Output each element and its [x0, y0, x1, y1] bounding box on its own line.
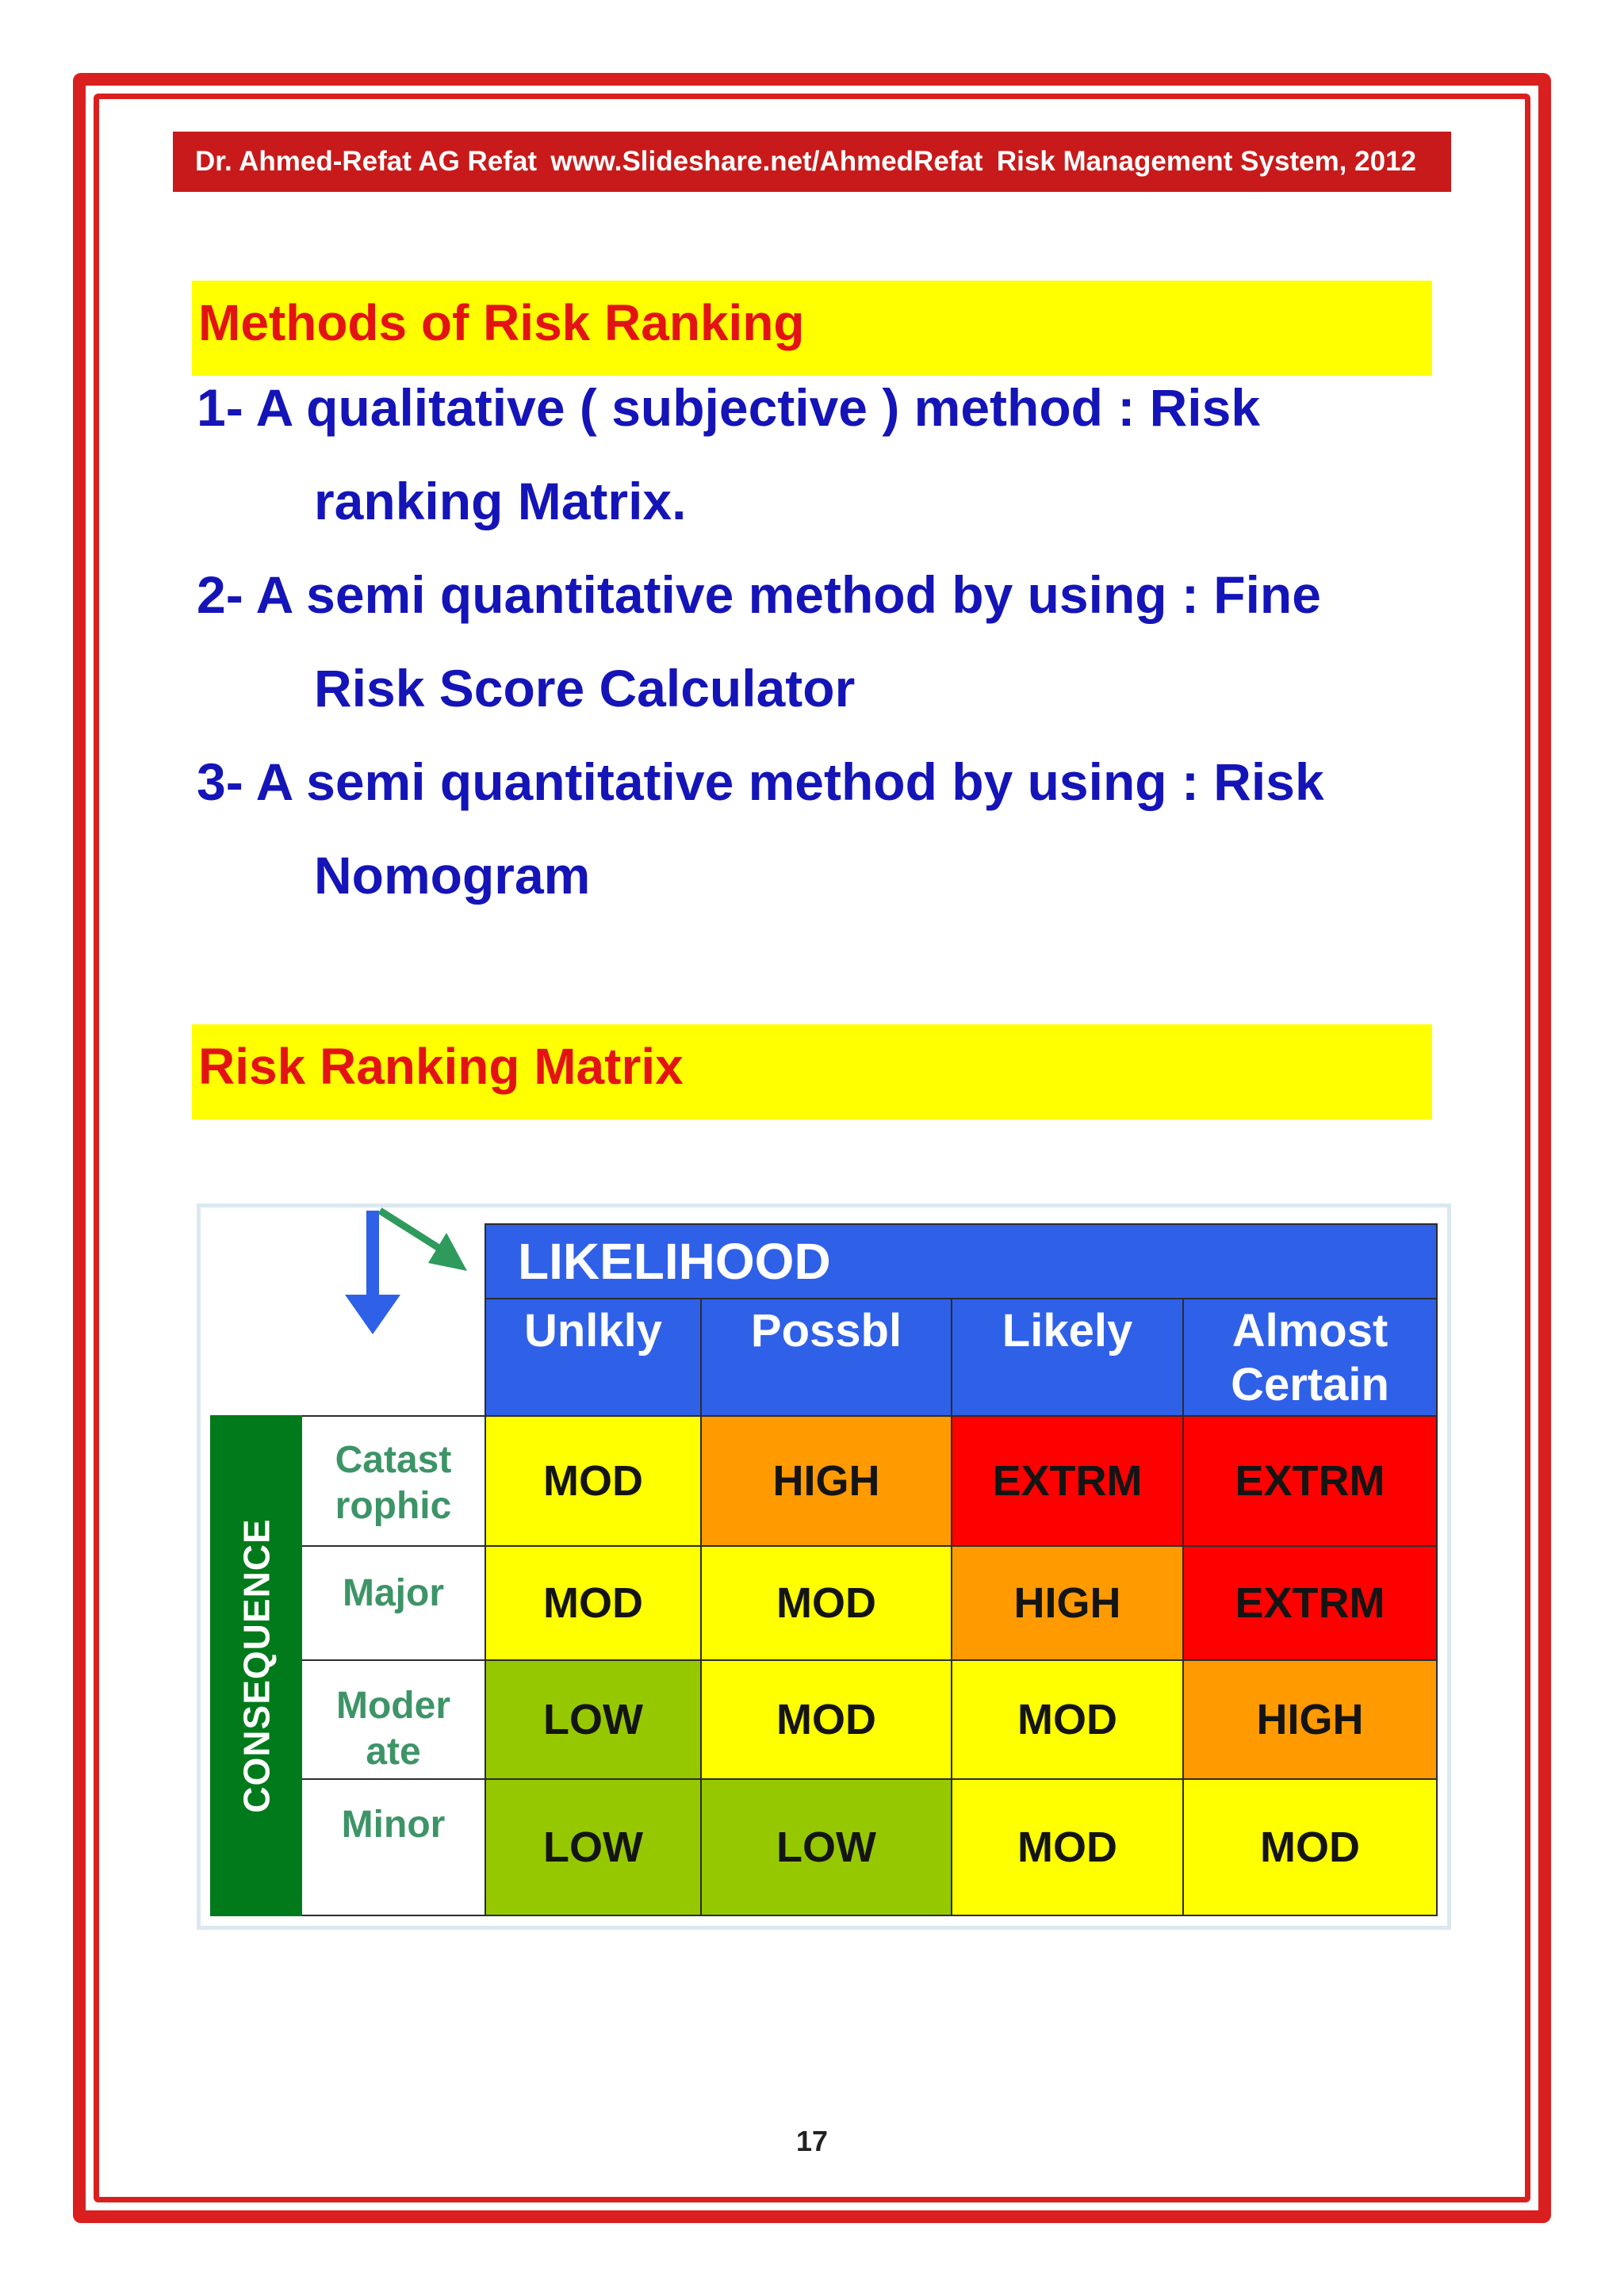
row-label-moderate: Moder ate: [302, 1659, 486, 1780]
column-header-unlikely: Unlkly: [485, 1298, 702, 1417]
row-label-major: Major: [302, 1545, 486, 1661]
column-header-likely: Likely: [951, 1298, 1184, 1417]
risk-cell: EXTRM: [1182, 1415, 1438, 1547]
methods-heading: Methods of Risk Ranking: [192, 281, 1432, 376]
consequence-axis: [210, 1415, 304, 1916]
method-line: 3- A semi quantitative method by using : Risk: [197, 752, 1324, 811]
column-header-possible: Possbl: [700, 1298, 952, 1417]
axis-arrows-icon: [327, 1207, 486, 1366]
methods-list: [197, 373, 1465, 934]
column-header-almost-certain: Almost Certain: [1182, 1298, 1438, 1417]
header-author: Dr. Ahmed-Refat AG Refat: [195, 146, 538, 177]
likelihood-header: LIKELIHOOD: [485, 1223, 1438, 1299]
method-line: 1- A qualitative ( subjective ) method : Risk: [197, 378, 1261, 437]
method-line: Nomogram: [314, 846, 591, 905]
method-line: Risk Score Calculator: [314, 659, 856, 718]
risk-cell: MOD: [700, 1659, 952, 1780]
risk-cell: HIGH: [700, 1415, 952, 1547]
row-label-catastrophic: Catast rophic: [302, 1415, 486, 1547]
risk-cell: MOD: [1182, 1778, 1438, 1916]
risk-cell: LOW: [485, 1778, 702, 1916]
risk-cell: MOD: [951, 1778, 1184, 1916]
header-website: www.Slideshare.net/AhmedRefat: [550, 146, 983, 177]
header-doc-title: Risk Management System, 2012: [996, 146, 1416, 177]
row-label-minor: Minor: [302, 1778, 486, 1916]
method-line: ranking Matrix.: [314, 472, 687, 530]
risk-cell: EXTRM: [951, 1415, 1184, 1547]
risk-cell: LOW: [700, 1778, 952, 1916]
matrix-heading: Risk Ranking Matrix: [192, 1024, 1432, 1119]
risk-cell: MOD: [951, 1659, 1184, 1780]
risk-matrix: [197, 1203, 1451, 1930]
risk-cell: HIGH: [951, 1545, 1184, 1661]
consequence-label: CONSEQUENCE: [236, 1518, 278, 1813]
risk-cell: MOD: [485, 1545, 702, 1661]
risk-cell: MOD: [700, 1545, 952, 1661]
page-number: 17: [795, 2125, 829, 2157]
risk-cell: EXTRM: [1182, 1545, 1438, 1661]
method-line: 2- A semi quantitative method by using : Fine: [197, 565, 1321, 624]
risk-cell: HIGH: [1182, 1659, 1438, 1780]
risk-cell: MOD: [485, 1415, 702, 1547]
risk-cell: LOW: [485, 1659, 702, 1780]
header-bar: [173, 132, 1451, 192]
